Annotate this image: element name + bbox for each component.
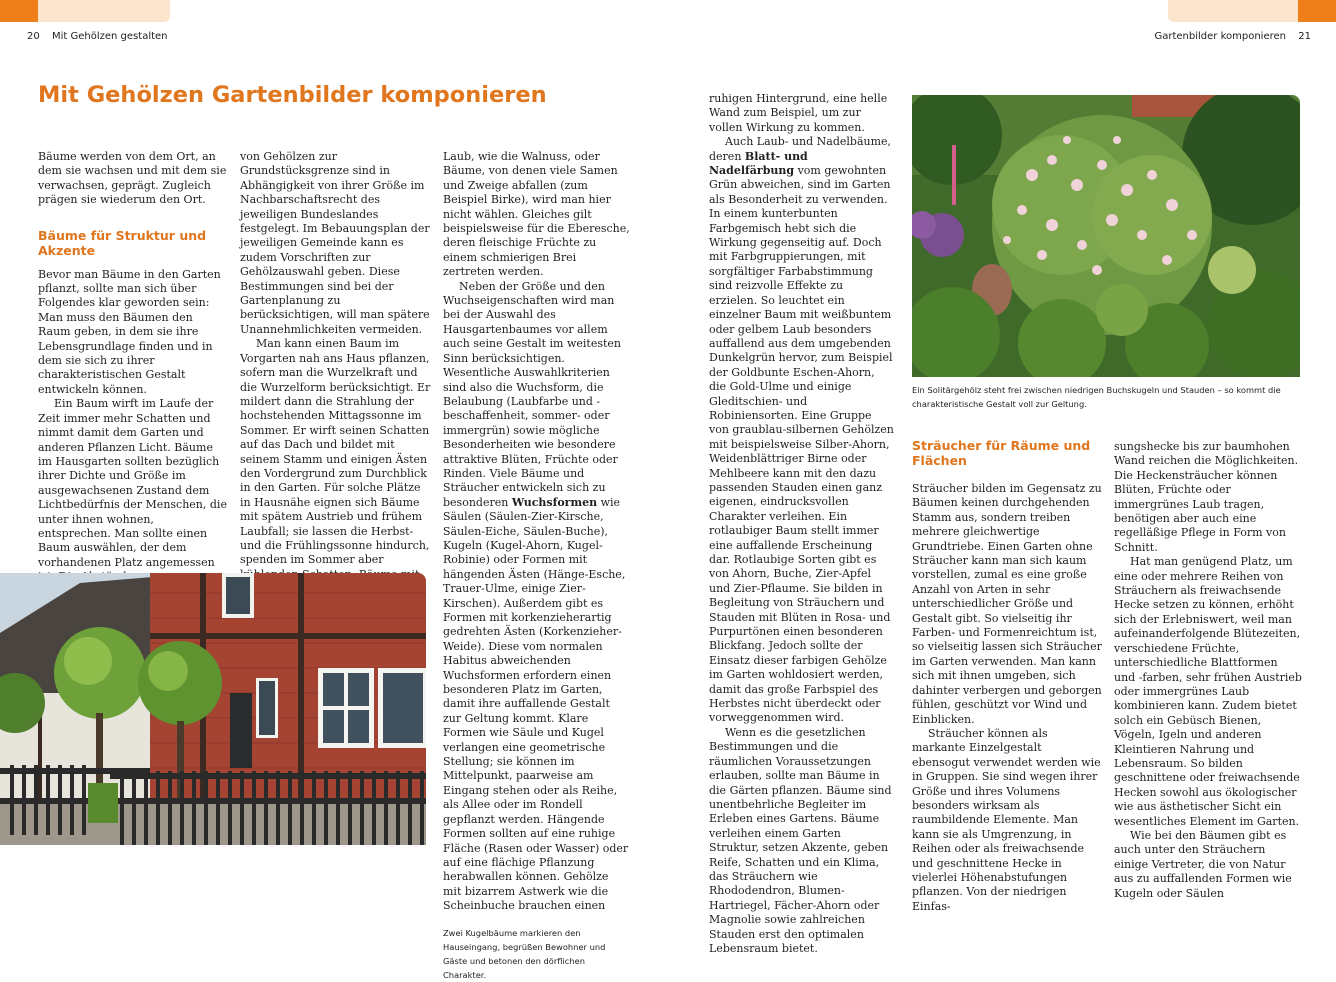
section-heading-shrubs: Sträucher für Räume und Flächen <box>912 438 1091 468</box>
paragraph: Sträucher bilden im Gegensatz zu Bäumen keinen durchgehenden Stamm aus, sondern treiben mehrere gleichwertige Grundtriebe. Einen Garten ohne Sträucher kann man sich kaum vorstellen, zumal es eine große Anzahl von Arten in sehr unterschiedlicher Größe und Gestalt gibt. So vielseitig ihr Farben- und Formenreichtum ist, so vielseitig lassen sich Sträucher im Garten verwenden. Man kann sich mit ihnen umgeben, sich dahinter verbergen und geborgen fühlen, geschützt vor Wind und Einblicken. <box>912 482 1102 726</box>
text-column-2 <box>240 150 432 597</box>
left-corner-tab-light <box>38 0 170 22</box>
paragraph: ruhigen Hintergrund, eine helle Wand zum Beispiel, um zur vollen Wirkung zu kommen. <box>709 92 888 134</box>
text-column-5 <box>912 438 1102 914</box>
text-column-6 <box>1114 440 1302 901</box>
paragraph: Wenn es die gesetzlichen Bestimmungen und die räumlichen Voraussetzungen erlauben, sollte man Bäume in die Gärten pflanzen. Bäume sind unentbehrliche Begleiter im Erleben eines Gartens. Bäume verleihen einem Garten Struktur, setzen Akzente, geben Reife, Schatten und ein Klima, das Sträuchern wie Rhododendron, Blumen-Hartriegel, Fächer-Ahorn oder Magnolie sowie zahlreichen Stauden erst den optimalen Lebensraum bietet. <box>709 725 892 955</box>
section-heading-trees: Bäume für Struktur und Akzente <box>38 227 207 258</box>
page-title: Mit Gehölzen Gartenbilder komponieren <box>38 82 547 108</box>
left-page-number: 20 <box>27 31 40 42</box>
text-column-4 <box>709 92 894 956</box>
right-corner-tab-dark <box>1298 0 1336 22</box>
intro-paragraph: Bäume werden von dem Ort, an dem sie wachsen und mit dem sie verwachsen, geprägt. Zugleich prägen sie wiederum den Ort. <box>38 150 227 207</box>
right-corner-tab-light <box>1168 0 1298 22</box>
photo-house-ball-trees <box>0 573 426 845</box>
left-running-title: Mit Gehölzen gestalten <box>52 31 168 42</box>
text-run: vom gewohnten Grün abweichen, sind im Garten als Besonderheit zu verwenden. In einem kunterbunten Farbgemisch hebt sich die Wirkung gegenseitig auf. Doch mit Farbgruppierungen, mit sorgfältiger Farbabstimmung sind reizvolle Effekte zu erzielen. So leuchtet ein einzelner Baum mit weißbuntem oder gelbem Laub besonders auffallend aus dem umgebenden Dunkelgrün hervor, zum Beispiel der Goldbunte Eschen-Ahorn, die Gold-Ulme und einige Gleditschien- und Robiniensorten. Eine Gruppe von graublau-silbernen Gehölzen mit beispielsweise Silber-Ahorn, Weidenblättriger Birne oder Mehlbeere kann mit den dazu passenden Stauden einen ganz eigenen, eindrucksvollen Charakter verleihen. Ein rotlaubiger Baum stellt immer eine auffallende Erscheinung dar. Rotlaubige Sorten gibt es von Ahorn, Buche, Zier-Apfel und Zier-Pflaume. Sie bilden in Begleitung von Sträuchern und Stauden mit Blüten in Rosa- und Purpurtönen einen besonderen Blickfang. Jedoch sollte der Einsatz dieser farbigen Gehölze im Garten wohldosiert werden, damit das große Farbspiel des Herbstes nicht überdeckt oder vorweggenommen wird. <box>709 164 894 725</box>
paragraph: Laub, wie die Walnuss, oder Bäume, von denen viele Samen und Zweige abfallen (zum Beispiel Birke), wird man hier nicht wählen. Gleiches gilt beispielsweise für die Eberesche, deren fleischige Früchte zu einem schmierigen Brei zertreten werden. <box>443 150 630 279</box>
paragraph: von Gehölzen zur Grundstücksgrenze sind in Abhängigkeit von ihrer Größe im Nachbarschaftsrecht des jeweiligen Bundeslandes festgelegt. Im Bebauungsplan der jeweiligen Gemeinde kann es zudem Vorschriften zur Gehölzauswahl geben. Diese Bestimmungen sind bei der Gartenplanung zu berücksichtigen, will man spätere Unannehmlichkeiten vermeiden. <box>240 150 430 336</box>
paragraph <box>709 135 894 726</box>
bold-term-blattfaerbung: Blatt- und Nadelfärbung <box>709 149 808 178</box>
paragraph: Ein Baum wirft im Laufe der Zeit immer mehr Schatten und nimmt damit dem Garten und anderen Pflanzen Licht. Bäume im Hausgarten sollten bezüglich ihrer Dichte und Größe im ausgewachsenen Zustand dem Lichtbedürfnis der Menschen, die unter ihnen wohnen, entsprechen. Man sollte einen Baum auswählen, der dem vorhandenen Platz angemessen <box>38 397 227 569</box>
paragraph: sungshecke bis zur baumhohen Wand reichen die Möglichkeiten. Die Heckensträucher können Blüten, Früchte oder immergrünes Laub tragen, benötigen aber auch eine regelläßige Pflege in Form von Schnitt. <box>1114 440 1299 554</box>
paragraph: Wie bei den Bäumen gibt es auch unter den Sträuchern einige Vertreter, die von Natur aus zu auffallenden Formen wie Kugeln oder Säulen <box>1114 828 1292 900</box>
paragraph: Hat man genügend Platz, um eine oder mehrere Reihen von Sträuchern als freiwachsende Hecke setzen zu können, erhöht sich der Erlebniswert, weil man aufeinanderfolgende Blütezeiten, verschiedene Früchte, unterschiedliche Blattformen und -farben, sehr frühen Austrieb oder immergrünes Laub kombinieren kann. Zudem bietet solch ein Gebüsch Bienen, Vögeln, Igeln und anderen Kleintieren Nahrung und Lebensraum. So bilden geschnittene oder freiwachsende Hecken sowohl aus ökologischer wie aus ästhetischer Sicht ein wesentliches Element im Garten. <box>1114 555 1302 828</box>
text-column-1 <box>38 150 228 585</box>
house-illustration <box>0 573 426 845</box>
paragraph: Man kann einen Baum im Vorgarten nah ans Haus pflanzen, sofern man die Wurzelkraft und die Wurzelform berücksichtigt. Er mildert dann die Strahlung der hochstehenden Mittagssonne im Sommer. Er wirft seinen Schatten auf das Dach und bildet mit seinem Stamm und einigen Ästen den Vordergrund zum Durchblick in den Garten. Für solche Plätze in Hausnähe eignen sich Bäume mit spätem Austrieb und frühem Laubfall; sie lassen die Herbst- und die Frühlingssonne hindurch, spenden im Sommer aber <box>240 337 431 567</box>
right-running-title: Gartenbilder komponieren <box>1154 31 1286 42</box>
caption-left-photo: Zwei Kugelbäume markieren den Hauseingang, begrüßen Bewohner und Gäste und betonen den dörflichen Charakter. <box>443 927 606 980</box>
text-column-3 <box>443 150 630 982</box>
text-run: Neben der Größe und den Wuchseigenschaften wird man bei der Auswahl des Hausgartenbaumes vor allem auch seine Gestalt im weitesten Sinn berücksichtigen. Wesentliche Auswahlkriterien sind also die Wuchsform, die Belaubung (Laubfarbe und -beschaffenheit, sommer- oder immergrün) sowie mögliche Besonderheiten wie besondere attraktive Blüten, Früchte oder Rinden. Viele Bäume und Sträucher entwickeln sich zu besonderen <box>443 279 621 509</box>
garden-illustration <box>912 95 1300 377</box>
right-page-number: 21 <box>1298 31 1311 42</box>
paragraph <box>443 280 630 914</box>
photo-solitary-shrub-garden <box>912 95 1300 377</box>
bold-term-wuchsformen: Wuchsformen <box>511 495 598 509</box>
caption-right-photo: Ein Solitärgehölz steht frei zwischen niedrigen Buchskugeln und Stauden – so kommt die charakteristische Gestalt voll zur Geltung. <box>912 385 1281 409</box>
text-run: Auch Laub- und Nadelbäume, deren <box>709 135 892 163</box>
paragraph: Bevor man Bäume in den Garten pflanzt, sollte man sich über Folgendes klar geworden sein: Man muss den Bäumen den Raum geben, in dem sie ihre Lebensgrundlage finden und in dem sie sich zu ihrer charakteristischen Gestalt entwickeln können. <box>38 267 221 396</box>
text-run: wie Säulen (Säulen-Zier-Kirsche, Säulen-Eiche, Säulen-Buche), Kugeln (Kugel-Ahorn, Kugel-Robinie) oder Formen mit hängenden Ästen (Hänge-Esche, Trauer-Ulme, einige Zier-Kirschen). Außerdem gibt es Formen mit korkenzieherartig gedrehten Ästen (Korkenzieher-Weide). Diese vom normalen Habitus abweichenden Wuchsformen erfordern einen besonderen Platz im Garten, damit ihre auffallende Gestalt zur Geltung kommt. Klare Formen wie Säule und Kugel verlangen eine geometrische Stellung; sie können im Mittelpunkt, paarweise am Eingang stehen oder als Reihe, als Allee oder im Rondell gepflanzt werden. Hängende Formen sollten auf eine ruhige Fläche (Rasen oder Wasser) oder auf eine flächige Pflanzung herabwallen können. Gehölze mit bizarrem Astwerk wie die Scheinbuche brauchen einen <box>443 495 629 913</box>
paragraph: Sträucher können als markante Einzelgestalt ebensogut verwendet werden wie in Gruppen. Sie sind wegen ihrer Größe und ihres Volumens besonders wirksam als raumbildende Elemente. Man kann sie als Umgrenzung, in Reihen oder als freiwachsende und geschnittene Hecke in vielerlei Höhenabstufungen pflanzen. Von der niedrigen Einfas- <box>912 726 1101 913</box>
left-corner-tab-dark <box>0 0 38 22</box>
